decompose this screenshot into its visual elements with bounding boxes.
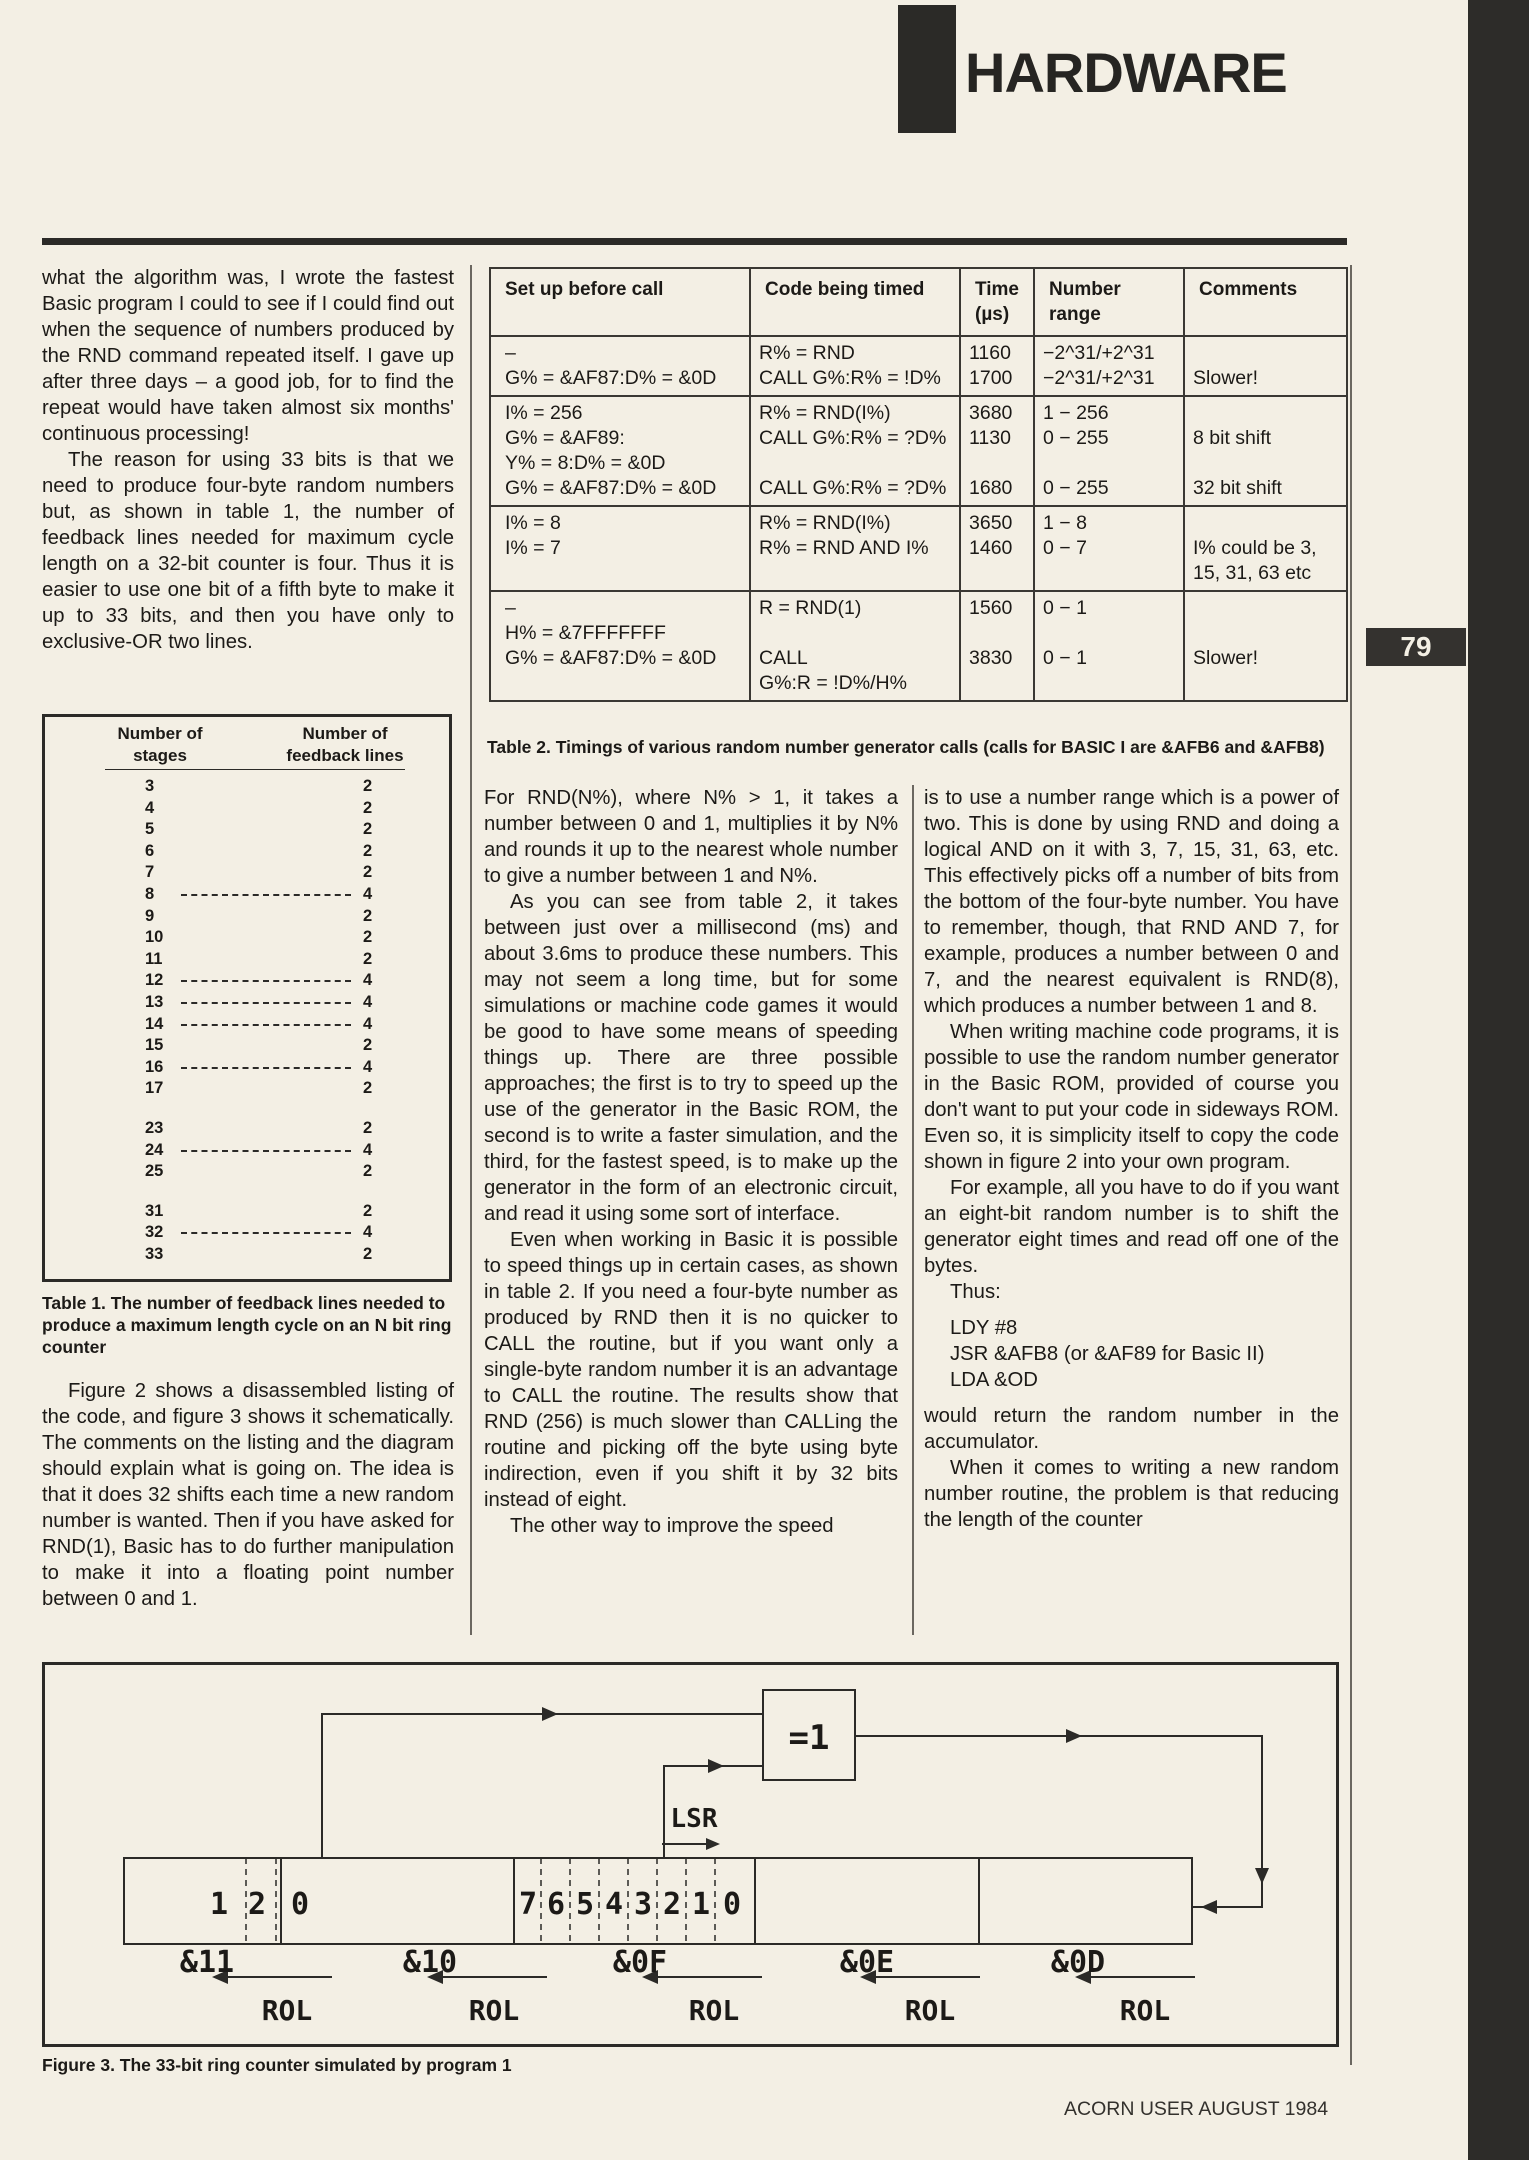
feedback-value: 2 — [363, 863, 373, 882]
dashed-leader — [181, 1024, 351, 1026]
feedback-value: 2 — [363, 928, 373, 947]
rol-label: ROL — [261, 1994, 313, 2027]
feedback-value: 2 — [363, 1119, 373, 1137]
table-row — [145, 861, 385, 883]
paragraph: The reason for using 33 bits is that we need to produce four-byte random numbers but, as shown in table 1, the number of feedback lines needed for maximum cycle length on a 32-bit counter is four. Thus it is easier to use one bit of a fifth byte to make it up to 33 bits, and then you have only to exclusive-OR two lines. — [42, 449, 454, 653]
feedback-value: 4 — [363, 885, 373, 903]
feedback-line-bit32 — [322, 1714, 763, 1858]
feedback-value: 4 — [363, 1140, 373, 1159]
cell-code — [750, 591, 960, 701]
stages-value: 33 — [145, 1245, 164, 1263]
paragraph: For example, all you have to do if you want an eight-bit random number is to shift the generator eight times and read off one of the bytes. — [924, 1177, 1339, 1277]
lsr-label: LSR — [670, 1804, 718, 1834]
cell-line — [1193, 451, 1338, 476]
table-row — [145, 1139, 385, 1161]
stages-value: 7 — [145, 863, 155, 882]
cell-line: R% = RND(I%) — [759, 512, 891, 534]
paragraph: what the algorithm was, I wrote the fastest Basic program I could to see if I could find out when the sequence of numbers produced by the RND command repeated itself. I gave up after three days – a good job, for to find the repeat would have taken almost six months' continuous processing! — [42, 267, 454, 445]
table-row — [490, 591, 1347, 701]
table-2-caption: Table 2. Timings of various random number generator calls (calls for BASIC I are &AFB6 and &AFB8) — [487, 737, 1325, 757]
table-row — [145, 969, 385, 991]
cell-line: CALL G%:R% = !D% — [759, 367, 941, 389]
cell-line: 3830 — [969, 647, 1013, 669]
cell-line: 0 − 255 — [1043, 427, 1109, 449]
feedback-value: 2 — [363, 820, 373, 839]
cell-line: R% = RND — [759, 342, 855, 364]
bit-label: 6 — [546, 1887, 566, 1922]
bit-label: 2 — [247, 1887, 267, 1922]
table-row — [145, 926, 385, 948]
cell-line — [1193, 621, 1338, 646]
page-footer: ACORN USER AUGUST 1984 — [1064, 2098, 1329, 2120]
cell-code — [750, 506, 960, 591]
cell-line: I% could be 3, 15, 31, 63 etc — [1193, 537, 1317, 584]
figure-3-diagram — [42, 1662, 1339, 2047]
cell-line: R% = RND(I%) — [759, 402, 891, 424]
cell-line: G% = &AF87:D% = &0D — [505, 647, 717, 669]
cell-line — [1043, 621, 1175, 646]
table-row — [145, 1243, 385, 1265]
dashed-leader — [181, 1067, 351, 1069]
bit-label: 3 — [633, 1887, 653, 1922]
table-row — [145, 840, 385, 862]
header-rule — [42, 238, 1347, 245]
feedback-value: 4 — [363, 971, 373, 990]
code-line: JSR &AFB8 (or &AF89 for Basic II) — [950, 1343, 1265, 1365]
cell-comments — [1184, 396, 1347, 506]
section-title: HARDWARE — [965, 41, 1287, 104]
arrowhead — [1201, 1900, 1217, 1914]
cell-line — [759, 451, 951, 476]
article-column-3 — [924, 785, 1339, 1533]
cell-comments — [1184, 336, 1347, 396]
cell-line: I% = 8 — [505, 512, 561, 534]
table-2-body — [490, 336, 1347, 701]
cell-setup — [490, 336, 750, 396]
paragraph: Figure 2 shows a disassembled listing of the code, and figure 3 shows it schematically. The comments on the listing and the diagram should explain what is going on. The idea is that it does 32 shifts each time a new random number is wanted. Then if you have asked for RND(1), Basic has to do further manipulation to make it into a floating point number between 0 and 1. — [42, 1380, 454, 1610]
table-row — [145, 797, 385, 819]
table-row — [490, 396, 1347, 506]
table-1-caption: Table 1. The number of feedback lines needed to produce a maximum length cycle on an N bit ring counter — [42, 1293, 452, 1357]
table-row — [145, 1013, 385, 1035]
stages-value: 17 — [145, 1079, 164, 1098]
xor-label: =1 — [788, 1718, 830, 1758]
stages-value: 24 — [145, 1140, 164, 1159]
cell-line: −2^31/+2^31 — [1043, 342, 1155, 364]
cell-line: R% = RND AND I% — [759, 537, 929, 559]
stages-value: 10 — [145, 928, 164, 947]
paragraph: would return the random number in the accumulator. — [924, 1405, 1339, 1453]
xor-output-line — [855, 1736, 1262, 1907]
table-row — [145, 883, 385, 905]
cell-line: Slower! — [1193, 647, 1259, 669]
table-row — [145, 1221, 385, 1243]
column-rule — [470, 265, 472, 1635]
code-listing — [950, 1315, 1339, 1393]
table-1-header — [105, 723, 415, 767]
bit-label: 1 — [209, 1887, 229, 1922]
dashed-leader — [181, 1232, 351, 1234]
feedback-value: 4 — [363, 993, 373, 1011]
cell-line: Slower! — [1193, 367, 1259, 389]
stages-value: 4 — [145, 798, 155, 817]
stages-value: 25 — [145, 1162, 164, 1181]
cell-line: I% = 7 — [505, 537, 561, 559]
paragraph: As you can see from table 2, it takes between just over a millisecond (ms) and about 3.6ms to produce these numbers. This may not seem a long time, but for some simulations or machine code games it would be good to have some means of speeding things up. There are three possible approaches; the first is to try to speed up the use of the generator in the Basic ROM, the second is to write a faster simulation, and the third, for the fastest speed, is to make up the generator in the form of an electronic circuit, and read it using some sort of interface. — [484, 891, 898, 1225]
stages-value: 15 — [145, 1036, 164, 1055]
article-column-1-top — [42, 265, 454, 655]
page-edge-shadow — [1468, 0, 1529, 2160]
stages-value: 32 — [145, 1223, 164, 1242]
feedback-value: 2 — [363, 798, 373, 817]
cell-line: I% = 256 — [505, 402, 583, 424]
feedback-value: 2 — [363, 841, 373, 860]
cell-line: 32 bit shift — [1193, 477, 1282, 499]
cell-line: 1 − 8 — [1043, 512, 1087, 534]
dashed-leader — [181, 1002, 351, 1004]
cell-line: G% = &AF89: — [505, 427, 625, 449]
cell-line: 3680 — [969, 402, 1013, 424]
table-row — [490, 336, 1347, 396]
cell-setup — [490, 396, 750, 506]
stages-value: 16 — [145, 1057, 164, 1076]
stages-value: 12 — [145, 971, 164, 990]
cell-line: CALL G%:R% = ?D% — [759, 477, 947, 499]
paragraph: When it comes to writing a new random number routine, the problem is that reducing the length of the counter — [924, 1457, 1339, 1531]
cell-time — [960, 336, 1034, 396]
bit-label: 7 — [518, 1887, 538, 1922]
cell-line: 0 − 255 — [1043, 477, 1109, 499]
table-row — [145, 775, 385, 797]
feedback-value: 4 — [363, 1014, 373, 1033]
table-row — [145, 1034, 385, 1056]
cell-line: R = RND(1) — [759, 597, 862, 619]
cell-line: 0 − 1 — [1043, 647, 1087, 669]
table-1 — [42, 714, 452, 1282]
stages-value: 3 — [145, 777, 155, 795]
arrowhead — [708, 1759, 724, 1773]
column-rule — [1350, 265, 1352, 2065]
header-range: Number range — [1034, 268, 1184, 336]
arrowhead — [1255, 1868, 1269, 1884]
byte-label: &0D — [1050, 1945, 1106, 1980]
feedback-value: 4 — [363, 1057, 373, 1076]
cell-line — [1193, 596, 1338, 621]
cell-code — [750, 396, 960, 506]
dashed-leader — [181, 1150, 351, 1152]
table-row — [145, 905, 385, 927]
paragraph: For RND(N%), where N% > 1, it takes a number between 0 and 1, multiplies it by N% and rounds it up to the nearest whole number to give a number between 1 and N%. — [484, 787, 898, 887]
feedback-value: 2 — [363, 1162, 373, 1181]
cell-line: −2^31/+2^31 — [1043, 367, 1155, 389]
byte-label: &10 — [402, 1945, 458, 1980]
cell-range — [1034, 336, 1184, 396]
feedback-value: 2 — [363, 777, 373, 795]
table-row — [145, 818, 385, 840]
feedback-value: 2 — [363, 1079, 373, 1098]
cell-line: 1 − 256 — [1043, 402, 1109, 424]
dashed-leader — [181, 894, 351, 896]
feedback-value: 2 — [363, 906, 373, 925]
stages-value: 23 — [145, 1119, 164, 1137]
cell-line: 1560 — [969, 597, 1013, 619]
feedback-value: 2 — [363, 1201, 373, 1220]
cell-line: 3650 — [969, 512, 1013, 534]
paragraph: Thus: — [950, 1281, 1001, 1303]
cell-line: CALL G%:R% = ?D% — [759, 427, 947, 449]
cell-comments — [1184, 506, 1347, 591]
cell-setup — [490, 591, 750, 701]
bit-label: 2 — [662, 1887, 682, 1922]
cell-time — [960, 591, 1034, 701]
paragraph: The other way to improve the speed — [510, 1515, 834, 1537]
table-row — [145, 1056, 385, 1078]
cell-line: G% = &AF87:D% = &0D — [505, 477, 717, 499]
dashed-leader — [181, 980, 351, 982]
column-header-feedback: Number of feedback lines — [286, 724, 404, 765]
table-1-rule — [105, 769, 405, 770]
rol-label: ROL — [468, 1994, 520, 2027]
cell-line: Y% = 8:D% = &0D — [505, 452, 666, 474]
cell-line: 1130 — [969, 427, 1011, 449]
feedback-value: 2 — [363, 1245, 373, 1263]
feedback-value: 4 — [363, 1223, 373, 1242]
paragraph: Even when working in Basic it is possible to speed things up in certain cases, as shown in table 2. If you need a four-byte number as produced by RND then it is no quicker to CALL the routine, but if you want only a single-byte random number it is an advantage to CALL the routine. The results show that RND (256) is much slower than CALLing the routine and picking off the byte using byte indirection, even if you shift it by 32 bits instead of eight. — [484, 1229, 898, 1511]
arrowhead — [1066, 1729, 1082, 1743]
arrowhead — [706, 1838, 720, 1850]
code-line: LDY #8 — [950, 1317, 1018, 1339]
stages-value: 5 — [145, 820, 155, 839]
stages-value: 14 — [145, 1014, 164, 1033]
article-column-1-bottom — [42, 1378, 454, 1612]
paragraph: When writing machine code programs, it is possible to use the random number generator in the Basic ROM, provided of course you don't want to put your code in sideways ROM. Even so, it is simplicity itself to copy the code shown in figure 2 into your own program. — [924, 1021, 1339, 1173]
table-row — [145, 991, 385, 1013]
table-row — [145, 1160, 385, 1182]
arrowhead — [542, 1707, 558, 1721]
table-2-header-row — [490, 268, 1347, 336]
cell-line: 0 − 7 — [1043, 537, 1087, 559]
cell-time — [960, 506, 1034, 591]
rol-label: ROL — [1119, 1994, 1171, 2027]
table-row — [145, 1117, 385, 1139]
bit-label: 0 — [290, 1887, 310, 1922]
cell-line: 1460 — [969, 537, 1013, 559]
cell-line: – — [505, 597, 516, 619]
column-header-stages: Number of stages — [117, 724, 203, 765]
cell-line: 1700 — [969, 367, 1013, 389]
rol-label: ROL — [904, 1994, 956, 2027]
cell-line: 8 bit shift — [1193, 427, 1272, 449]
cell-time — [960, 396, 1034, 506]
cell-line — [1193, 341, 1338, 366]
rol-label: ROL — [688, 1994, 740, 2027]
bit-label: 1 — [691, 1887, 711, 1922]
cell-comments — [1184, 591, 1347, 701]
cell-code — [750, 336, 960, 396]
cell-line: H% = &7FFFFFFF — [505, 622, 666, 644]
header-setup: Set up before call — [490, 268, 750, 336]
table-row — [145, 948, 385, 970]
paragraph: is to use a number range which is a power of two. This is done by using RND and doing a logical AND on it with 3, 7, 15, 31, 63, etc. This effectively picks off a number of bits from the bottom of the four-byte number. You have to remember, though, that RND AND 7, for example, produces a number between 0 and 7, and the nearest equivalent is RND(8), which produces a number between 1 and 8. — [924, 787, 1339, 1017]
code-line: LDA &OD — [950, 1369, 1038, 1391]
cell-setup — [490, 506, 750, 591]
bit-label: 4 — [604, 1887, 624, 1922]
table-row — [145, 1077, 385, 1099]
cell-line — [969, 621, 1025, 646]
cell-line: – — [505, 342, 516, 364]
stages-value: 6 — [145, 841, 155, 860]
byte-label: &0F — [612, 1945, 668, 1980]
figure-3-caption: Figure 3. The 33-bit ring counter simulated by program 1 — [42, 2055, 512, 2075]
column-rule — [912, 785, 914, 1635]
cell-line — [969, 451, 1025, 476]
feedback-value: 2 — [363, 1036, 373, 1055]
cell-range — [1034, 506, 1184, 591]
cell-line: CALL — [759, 647, 808, 669]
table-2 — [489, 267, 1348, 702]
cell-line: 1160 — [969, 342, 1011, 364]
cell-line: 0 − 1 — [1043, 597, 1087, 619]
header-block — [898, 5, 956, 133]
cell-line — [1193, 511, 1338, 536]
table-row — [490, 506, 1347, 591]
cell-line: G%:R = !D%/H% — [759, 672, 907, 694]
header-code: Code being timed — [750, 268, 960, 336]
table-row — [145, 1200, 385, 1222]
cell-line: 1680 — [969, 477, 1013, 499]
cell-line — [759, 621, 951, 646]
byte-label: &0E — [839, 1945, 895, 1980]
stages-value: 9 — [145, 906, 155, 925]
header-time: Time (µs) — [960, 268, 1034, 336]
stages-value: 31 — [145, 1201, 164, 1220]
cell-line — [1043, 451, 1175, 476]
byte-label: &11 — [179, 1945, 235, 1980]
page-number: 79 — [1366, 628, 1466, 666]
article-column-2 — [484, 785, 898, 1539]
register-strip — [124, 1858, 1192, 1944]
cell-line — [1193, 401, 1338, 426]
stages-value: 11 — [145, 949, 163, 968]
cell-line: G% = &AF87:D% = &0D — [505, 367, 717, 389]
stages-value: 13 — [145, 993, 164, 1011]
cell-range — [1034, 591, 1184, 701]
stages-value: 8 — [145, 885, 155, 903]
cell-range — [1034, 396, 1184, 506]
bit-label: 5 — [575, 1887, 595, 1922]
header-comments: Comments — [1184, 268, 1347, 336]
feedback-value: 2 — [363, 949, 373, 968]
bit-label: 0 — [722, 1887, 742, 1922]
